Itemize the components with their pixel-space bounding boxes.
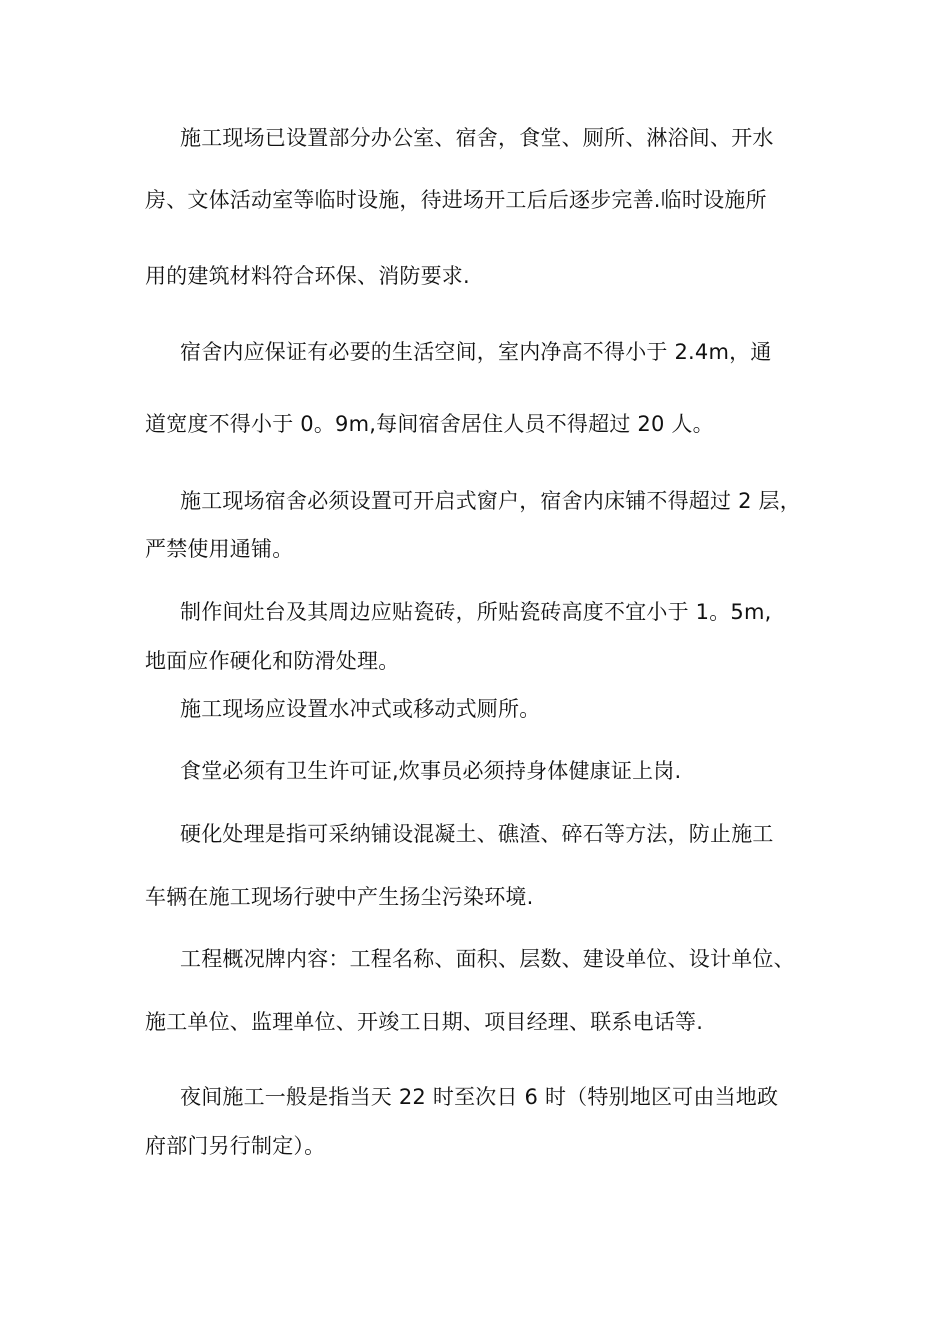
paragraph-line: 施工现场宿舍必须设置可开启式窗户，宿舍内床铺不得超过 2 层，: [180, 489, 801, 513]
paragraph-line: 硬化处理是指可采纳铺设混凝土、礁渣、碎石等方法，防止施工: [180, 822, 774, 846]
paragraph-line: 严禁使用通铺。: [145, 537, 294, 561]
paragraph-line: 工程概况牌内容：工程名称、面积、层数、建设单位、设计单位、: [180, 947, 795, 971]
paragraph-line: 施工现场应设置水冲式或移动式厕所。: [180, 697, 541, 721]
paragraph-line: 宿舍内应保证有必要的生活空间，室内净高不得小于 2.4m，通: [180, 340, 772, 364]
paragraph-line: 用的建筑材料符合环保、消防要求.: [145, 264, 470, 288]
paragraph-line: 施工现场已设置部分办公室、宿舍，食堂、厕所、淋浴间、开水: [180, 126, 774, 150]
paragraph-line: 房、文体活动室等临时设施，待进场开工后后逐步完善.临时设施所: [145, 188, 767, 212]
paragraph-line: 道宽度不得小于 0。9m,每间宿舍居住人员不得超过 20 人。: [145, 412, 714, 436]
paragraph-line: 制作间灶台及其周边应贴瓷砖，所贴瓷砖高度不宜小于 1。5m,: [180, 600, 772, 624]
paragraph-line: 车辆在施工现场行驶中产生扬尘污染环境.: [145, 885, 534, 909]
paragraph-line: 府部门另行制定）。: [145, 1134, 326, 1158]
paragraph-line: 施工单位、监理单位、开竣工日期、项目经理、联系电话等.: [145, 1010, 704, 1034]
paragraph-line: 夜间施工一般是指当天 22 时至次日 6 时（特别地区可由当地政: [180, 1085, 779, 1109]
paragraph-line: 食堂必须有卫生许可证,炊事员必须持身体健康证上岗.: [180, 759, 682, 783]
paragraph-line: 地面应作硬化和防滑处理。: [145, 649, 400, 673]
